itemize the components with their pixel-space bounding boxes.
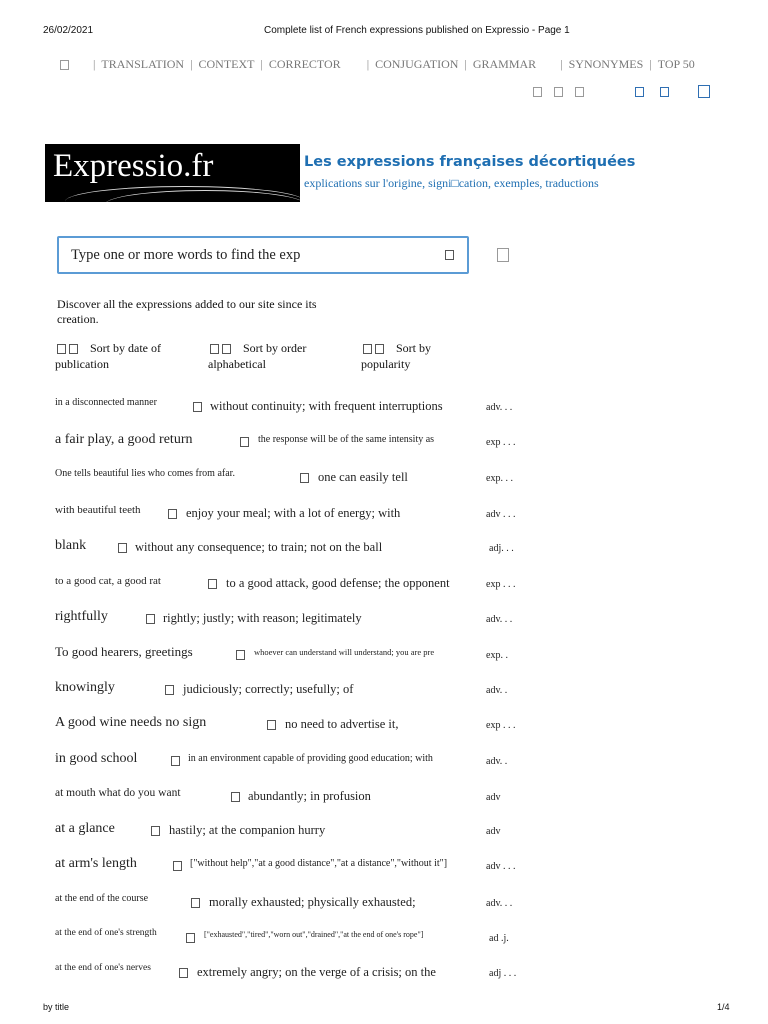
arrow-icon (179, 968, 188, 978)
expression-meaning: enjoy your meal; with a lot of energy; with (186, 506, 401, 520)
nav-grammar[interactable]: GRAMMAR (472, 57, 537, 71)
list-item[interactable] (0, 431, 768, 461)
arrow-icon (300, 473, 309, 483)
expression-title[interactable]: blank (55, 538, 87, 553)
list-item[interactable] (0, 751, 768, 781)
list-item[interactable] (0, 574, 768, 604)
intro-text: Discover all the expressions added to our site since its creation. (57, 297, 317, 326)
expression-meaning: rightly; justly; with reason; legitimately (163, 611, 362, 625)
expression-title[interactable]: at a glance (55, 821, 115, 836)
facebook-icon[interactable] (635, 87, 644, 97)
list-item[interactable] (0, 396, 768, 426)
search-box (57, 236, 469, 274)
expression-type: adv. . . (486, 614, 513, 625)
calendar-icon (57, 344, 66, 354)
expression-title[interactable]: at the end of the course (55, 893, 149, 904)
expression-type: ad .j. (489, 933, 509, 944)
expression-meaning: in an environment capable of providing good education; with (188, 753, 433, 764)
expression-title[interactable]: at the end of one's nerves (55, 963, 151, 973)
expression-meaning: whoever can understand will understand; you are pre (254, 647, 435, 657)
expression-type: exp . . . (486, 720, 516, 731)
mail-icon[interactable] (575, 87, 584, 97)
expression-meaning: hastily; at the companion hurry (169, 823, 326, 837)
expression-type: exp. . (486, 650, 508, 661)
nav-context[interactable]: CONTEXT (198, 57, 255, 71)
twitter-icon[interactable] (660, 87, 669, 97)
list-item[interactable] (0, 715, 768, 745)
list-item[interactable] (0, 503, 768, 533)
search-input[interactable] (71, 244, 431, 266)
arrow-icon (151, 826, 160, 836)
expression-title[interactable]: To good hearers, greetings (55, 644, 193, 659)
expression-type: adv (486, 826, 501, 837)
expression-type: exp. . . (486, 473, 513, 484)
expression-type: adv. . . (486, 402, 513, 413)
print-date: 26/02/2021 (43, 25, 94, 36)
list-item[interactable] (0, 856, 768, 886)
arrow-icon (186, 933, 195, 943)
expression-meaning: to a good attack, good defense; the opponent (226, 576, 450, 590)
arrow-icon (236, 650, 245, 660)
nav-top50[interactable]: TOP 50 (657, 57, 695, 71)
nav-synonymes[interactable]: SYNONYMES (568, 57, 644, 71)
arrow-icon (165, 685, 174, 695)
site-subtitle: explications sur l'origine, signi□cation, exemples, traductions (304, 176, 599, 190)
share-icon[interactable] (554, 87, 563, 97)
expression-type: exp . . . (486, 579, 516, 590)
top-nav: | TRANSLATION | CONTEXT | CORRECTOR | CONJUGATION | GRAMMAR | SYNONYMES | TOP 50 (52, 57, 695, 72)
list-item[interactable] (0, 962, 768, 992)
sort-alphabetical[interactable]: Sort by order alphabetical (208, 341, 307, 371)
list-item[interactable] (0, 644, 768, 674)
arrow-icon (118, 543, 127, 553)
expression-type: exp . . . (486, 437, 516, 448)
expression-title[interactable]: at arm's length (55, 856, 137, 871)
arrow-icon (146, 614, 155, 624)
sort-icon (222, 344, 231, 354)
sort-by-date[interactable]: Sort by date of publication (55, 341, 161, 371)
expression-title[interactable]: to a good cat, a good rat (55, 575, 161, 587)
list-item[interactable] (0, 467, 768, 497)
sort-icon (69, 344, 78, 354)
sort-popularity[interactable]: Sort by popularity (361, 341, 432, 371)
settings-icon[interactable] (497, 248, 509, 262)
arrow-icon (240, 437, 249, 447)
site-logo[interactable]: Expressio.fr (45, 144, 300, 202)
nav-conjugation[interactable]: CONJUGATION (375, 57, 459, 71)
arrow-icon (231, 792, 240, 802)
arrow-icon (208, 579, 217, 589)
expression-meaning: morally exhausted; physically exhausted; (209, 895, 416, 909)
list-item[interactable] (0, 892, 768, 922)
arrow-icon (171, 756, 180, 766)
arrow-icon (267, 720, 276, 730)
expression-title[interactable]: a fair play, a good return (55, 432, 193, 447)
footer-left: by title (43, 1002, 70, 1012)
arrow-icon (173, 861, 182, 871)
print-title: Complete list of French expressions published on Expressio - Page 1 (264, 25, 570, 36)
expression-title[interactable]: at mouth what do you want (55, 787, 181, 799)
sort-icon (375, 344, 384, 354)
expression-type: adj. . . (489, 543, 514, 554)
expression-title[interactable]: in a disconnected manner (55, 397, 157, 408)
expression-title[interactable]: in good school (55, 751, 138, 766)
expression-meaning: ["without help","at a good distance","at a distance","without it"] (190, 858, 448, 869)
expression-type: adv . . . (486, 861, 516, 872)
expression-title[interactable]: with beautiful teeth (55, 504, 141, 516)
expression-meaning: one can easily tell (318, 470, 408, 484)
expression-meaning: without continuity; with frequent interruptions (210, 399, 443, 413)
expression-type: adv. . . (486, 898, 513, 909)
expression-title[interactable]: A good wine needs no sign (55, 715, 207, 730)
site-tagline: Les expressions françaises décortiquées (304, 154, 636, 170)
expression-title[interactable]: rightfully (55, 609, 108, 624)
list-item[interactable] (0, 680, 768, 710)
expression-type: adj . . . (489, 968, 517, 979)
nav-translation[interactable]: TRANSLATION (101, 57, 185, 71)
arrow-icon (191, 898, 200, 908)
arrow-icon (193, 402, 202, 412)
expression-meaning: judiciously; correctly; usefully; of (183, 682, 354, 696)
arrow-icon (168, 509, 177, 519)
page-number: 1/4 (717, 1002, 730, 1012)
expression-meaning: no need to advertise it, (285, 717, 399, 731)
alpha-icon (210, 344, 219, 354)
expression-title[interactable]: knowingly (55, 680, 115, 695)
search-icon[interactable] (445, 250, 454, 260)
expression-type: adv . . . (486, 509, 516, 520)
user-account-icon[interactable] (698, 85, 710, 98)
list-item[interactable] (0, 538, 768, 568)
expression-meaning: without any consequence; to train; not on the ball (135, 540, 383, 554)
nav-corrector[interactable]: CORRECTOR (268, 57, 341, 71)
print-icon[interactable] (533, 87, 542, 97)
expression-type: adv. . (486, 756, 508, 767)
expression-type: adv (486, 792, 501, 803)
star-icon (363, 344, 372, 354)
list-item[interactable] (0, 927, 768, 957)
list-item[interactable] (0, 821, 768, 851)
list-item[interactable] (0, 786, 768, 816)
expression-title[interactable]: One tells beautiful lies who comes from afar. (55, 468, 235, 479)
expression-title[interactable]: at the end of one's strength (55, 928, 157, 938)
menu-icon[interactable] (60, 60, 69, 70)
expression-type: adv. . (486, 685, 508, 696)
expression-meaning: ["exhausted","tired","worn out","drained","at the end of one's rope"] (204, 930, 424, 939)
expression-meaning: extremely angry; on the verge of a crisis; on the (197, 965, 436, 979)
expression-meaning: the response will be of the same intensity as (258, 434, 435, 445)
list-item[interactable] (0, 609, 768, 639)
expression-meaning: abundantly; in profusion (248, 789, 371, 803)
